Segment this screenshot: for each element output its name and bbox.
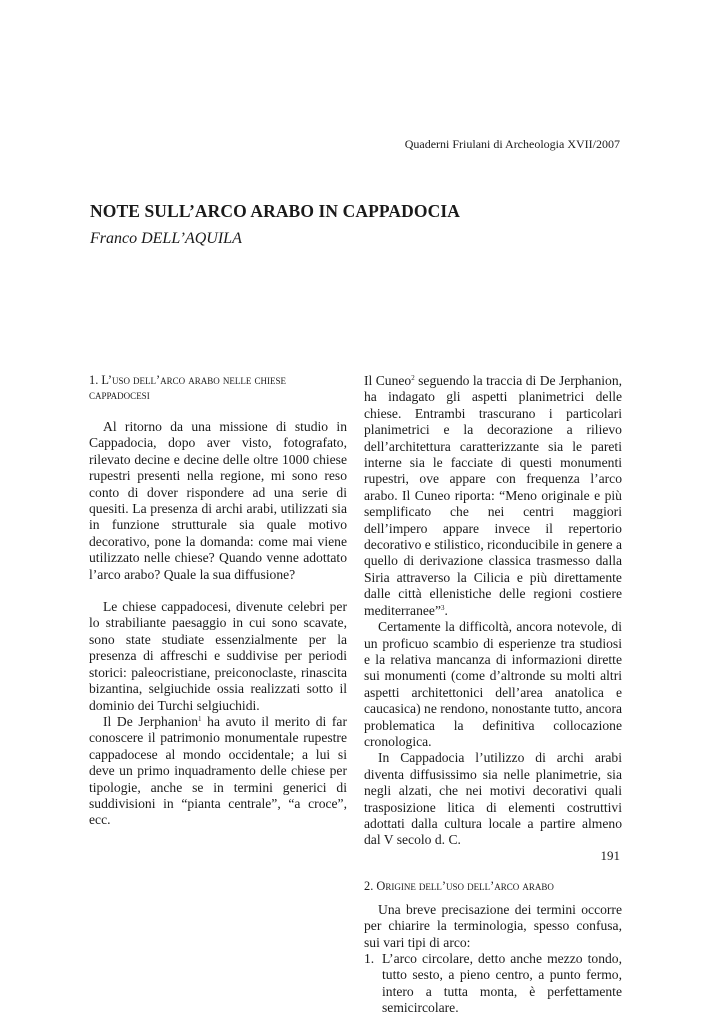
journal-header: Quaderni Friulani di Archeologia XVII/2007 <box>404 137 620 151</box>
article-title: NOTE SULL’ARCO ARABO IN CAPPADOCIA <box>90 201 460 221</box>
left-column <box>89 373 347 829</box>
footnote-ref: 2 <box>411 374 415 382</box>
footnote-ref: 3 <box>440 603 445 612</box>
article-author: Franco DELL’AQUILA <box>90 230 242 247</box>
section-2-heading: 2. Origine dell’uso dell’arco arabo <box>364 878 554 893</box>
paragraph: In Cappadocia l’utilizzo di archi arabi diventa diffusissimo sia nelle planimetrie, sia negli alzati, che nei motivi decorativi quali trasposizione litica di elementi costruttivi adottati dalla cultura locale a partire almeno dal V secolo d. C. <box>364 750 622 848</box>
paragraph: Il De Jerphanion$^1$ ha avuto il merito di far conoscere il patrimonio monumentale rupestre cappadocese al mondo occidentale; a lui si deve un primo inquadramento delle chiese per tipologie, anche se in termini generici di suddivisioni in “pianta centrale”, “a croce”, ecc. <box>89 713 347 828</box>
paragraph: Al ritorno da una missione di studio in Cappadocia, dopo aver visto, fotografato, rilevato decine e decine delle oltre 1000 chiese rupestri presenti nella regione, mi sono reso conto di dover rispondere ad una serie di quesiti. La presenza di archi arabi, utilizzati sia in funzione strutturale sia quale motivo decorativo, pone la domanda: come mai viene utilizzato nelle chiese? Quando venne adottato l’arco arabo? Quale la sua diffusione? <box>89 419 347 582</box>
right-column <box>364 373 622 1017</box>
footnote-ref: 1 <box>198 714 202 723</box>
paragraph-continued: Il Cuneo$^2$ seguendo la traccia di De Jerphanion, ha indagato gli aspetti planimetrici delle chiese. Entrambi trascurano i particolari planimetrici e la decorazione a rilievo dell’architettura caratterizzante sia le pareti interne sia le facciate di questi monumenti rupestri, ove appare con frequenza l’arco arabo. Il Cuneo riporta: “Meno originale e più semplificato che nei centri maggiori dell’impero appare invece il repertorio decorativo e stilistico, riconducibile in genere a quello di derivazione classica trasmesso dalla Siria attraverso la Cilicia e più direttamente dalle città ellenistiche delle regioni costiere mediterranee”$^3$. <box>364 373 623 618</box>
paragraph: Le chiese cappadocesi, divenute celebri per lo strabiliante paesaggio in cui sono scavate, sono state studiate essenzialmente per la presenza di affreschi e suddivise per periodi storici: paleocristiane, preiconoclaste, rinascita bizantina, selgiuchide ossia realizzati sotto il dominio dei Turchi selgiuchidi. <box>89 599 347 713</box>
list-item <box>364 951 622 1017</box>
paragraph: Certamente la difficoltà, ancora notevole, di un proficuo scambio di esperienze tra studiosi e la relativa mancanza di informazioni dirette sui monumenti (come d’altronde su molti altri aspetti architettonici dell’area anatolica e caucasica) ne rendono, nonostante tutto, ancora problematica la definitiva collocazione cronologica. <box>364 619 622 749</box>
section-1-heading: 1. L’uso dell’arco arabo nelle chiese cappadocesi <box>89 373 286 402</box>
page-number: 191 <box>600 848 620 863</box>
paragraph: Una breve precisazione dei termini occorre per chiarire la terminologia, spesso confusa, sui vari tipi di arco: <box>364 901 622 950</box>
list-item-text: L’arco circolare, detto anche mezzo tondo, tutto sesto, a pieno centro, a punto fermo, intero a tutta monta, è perfettamente semicircolare. <box>382 951 622 1016</box>
arch-types-list <box>364 951 622 1017</box>
list-item-number: 1. <box>364 951 375 966</box>
